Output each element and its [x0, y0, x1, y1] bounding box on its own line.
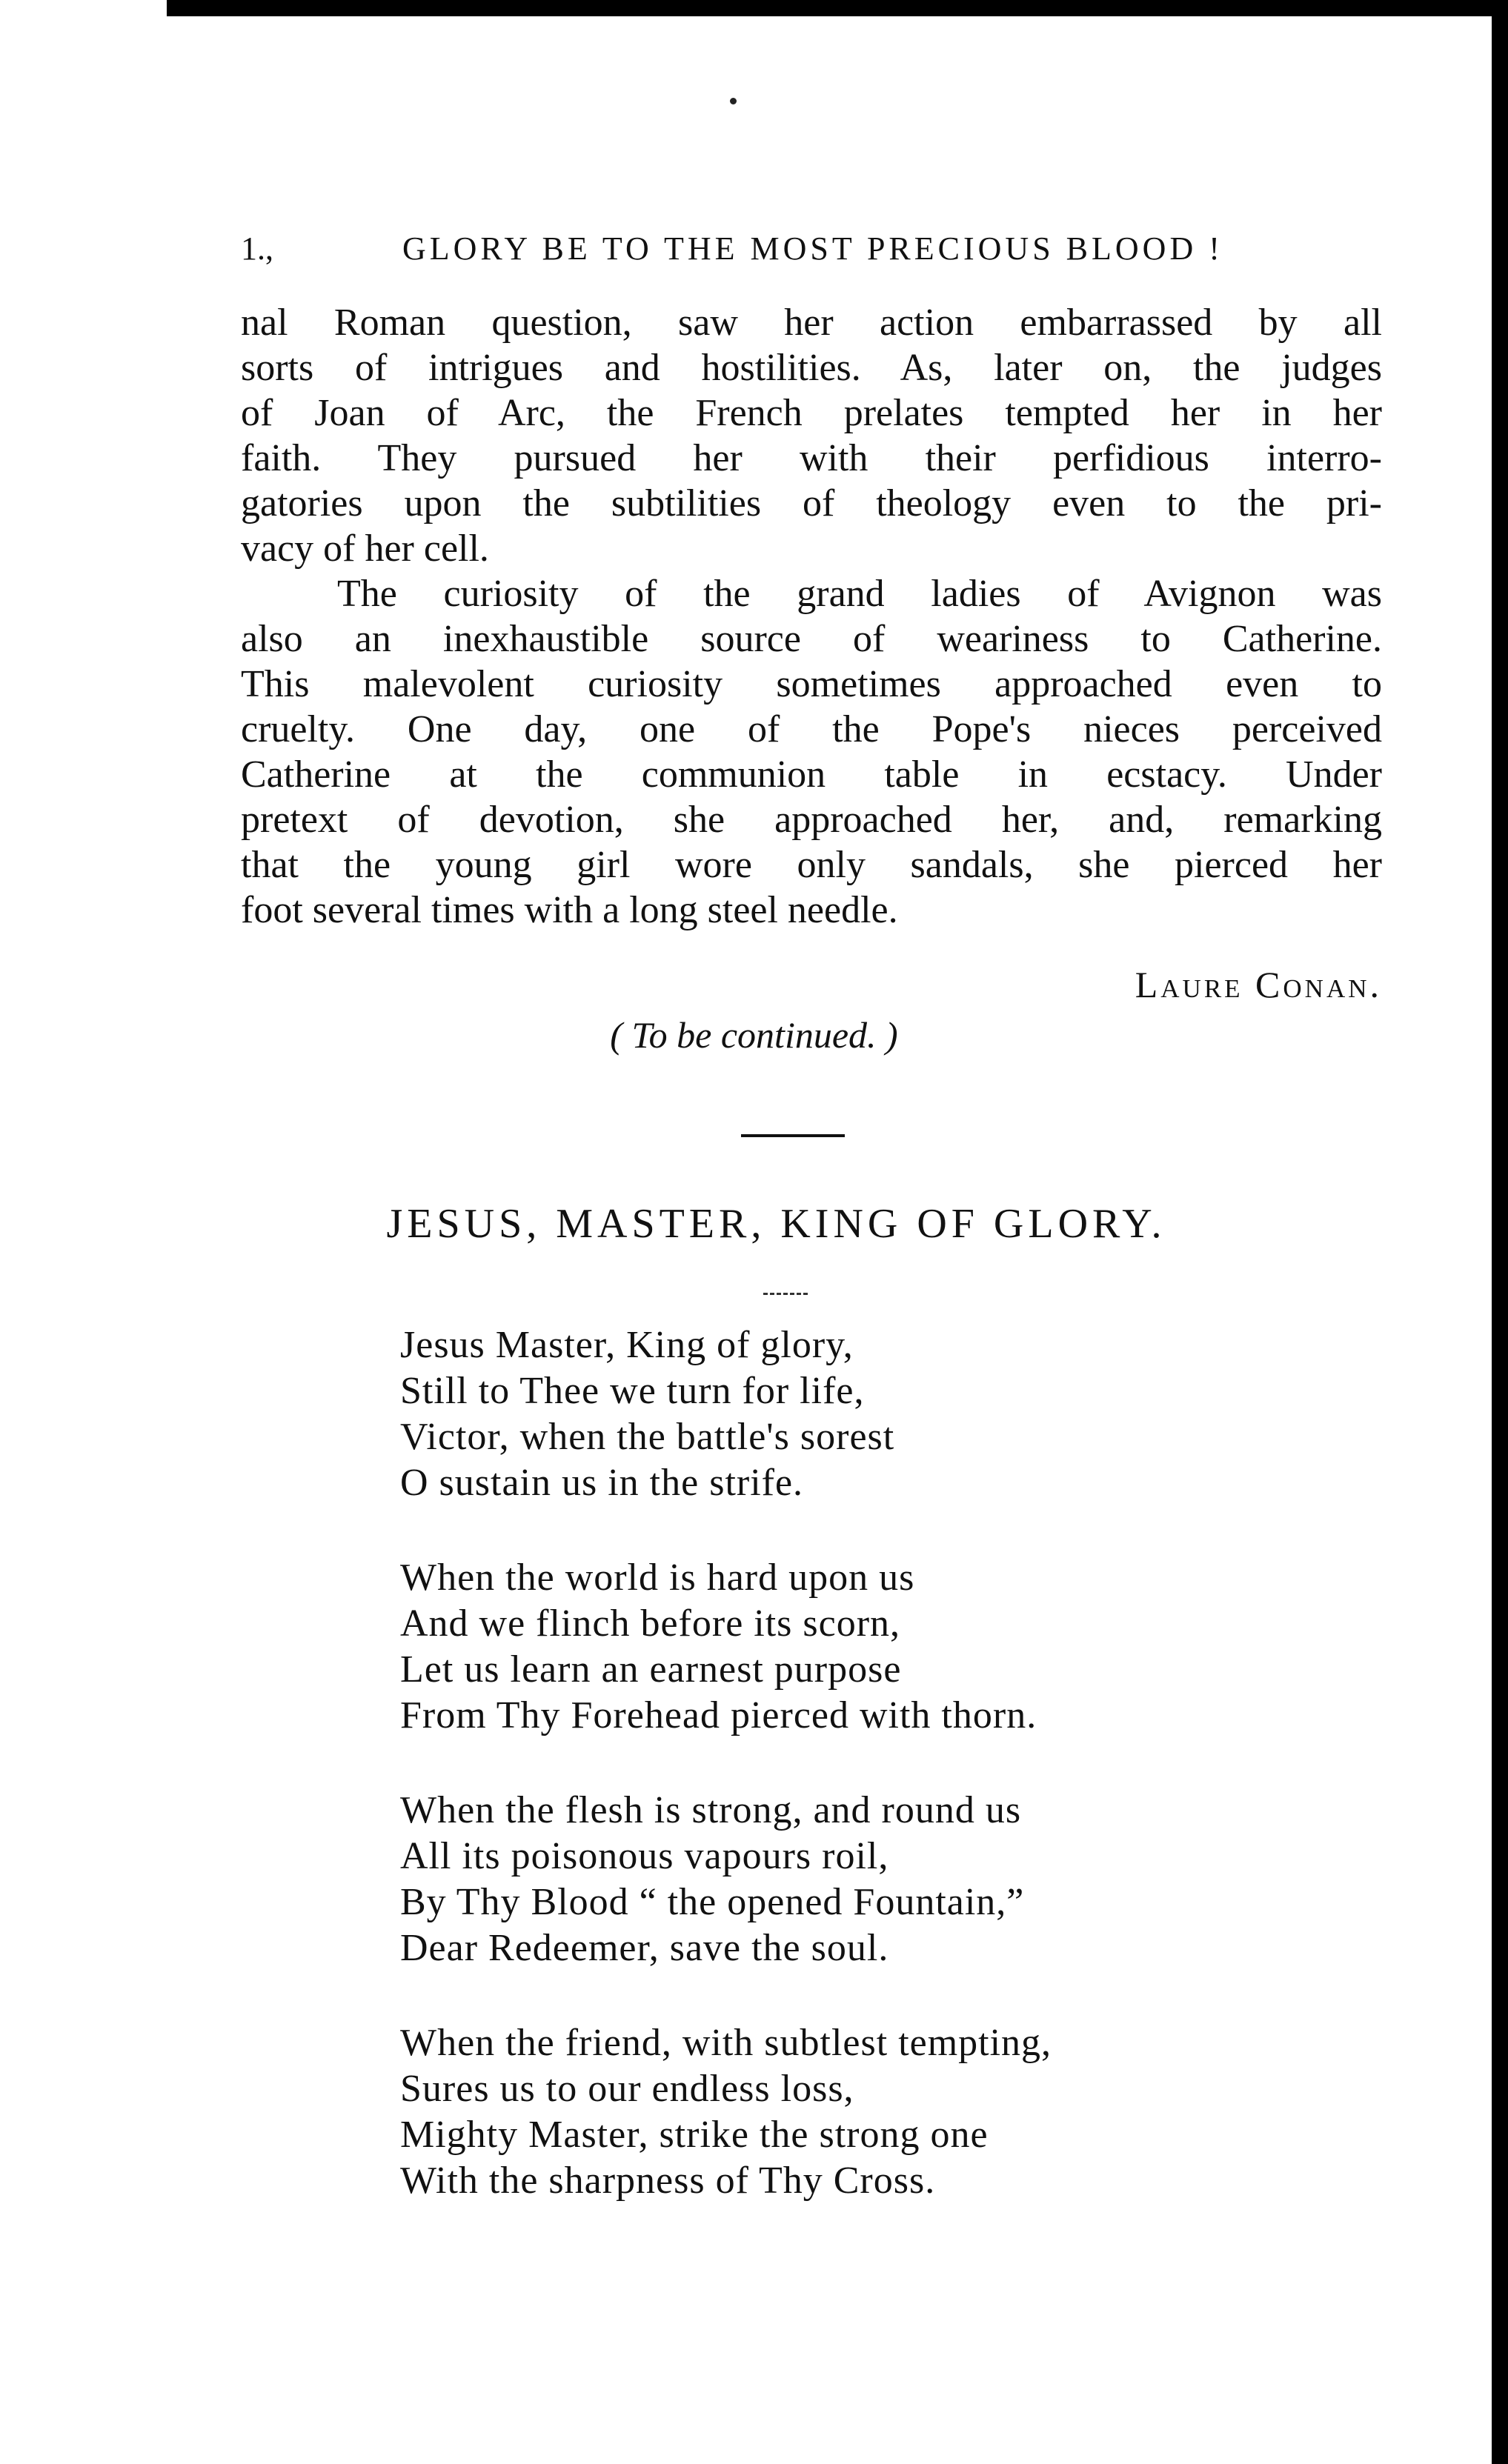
article-line: that the young girl wore only sandals, she pierced her: [241, 844, 1382, 886]
article-line: gatories upon the subtilities of theology even to the pri-: [241, 482, 1382, 525]
article-line: This malevolent curiosity sometimes approached even to: [241, 663, 1382, 705]
verse-line: All its poisonous vapours roil,: [400, 1835, 889, 1877]
verse-line: Mighty Master, strike the strong one: [400, 2114, 989, 2156]
continued-note: ( To be continued. ): [610, 1014, 898, 1056]
verse-line: When the flesh is strong, and round us: [400, 1789, 1022, 1831]
article-line: Catherine at the communion table in ecstacy. Under: [241, 753, 1382, 796]
article-line: vacy of her cell.: [241, 527, 489, 570]
article-line: also an inexhaustible source of weariness to Catherine.: [241, 618, 1382, 660]
article-line: faith. They pursued her with their perfidious interro-: [241, 437, 1382, 479]
article-line: pretext of devotion, she approached her, and, remarking: [241, 799, 1382, 841]
running-head-title: GLORY BE TO THE MOST PRECIOUS BLOOD !: [402, 230, 1223, 267]
title-ornament: [763, 1293, 808, 1297]
verse-line: Dear Redeemer, save the soul.: [400, 1927, 889, 1969]
stanza: [400, 1555, 1289, 1739]
article-line: nal Roman question, saw her action embarrassed by all: [241, 302, 1382, 344]
verse-line: From Thy Forehead pierced with thorn.: [400, 1694, 1037, 1737]
scan-border-top: [167, 0, 1508, 16]
verse-line: Sures us to our endless loss,: [400, 2068, 854, 2110]
article-line: of Joan of Arc, the French prelates tempted her in her: [241, 392, 1382, 434]
article-line: foot several times with a long steel needle.: [241, 889, 898, 931]
verse-line: When the world is hard upon us: [400, 1556, 915, 1599]
verse-line: By Thy Blood “ the opened Fountain,”: [400, 1881, 1025, 1923]
article-line: cruelty. One day, one of the Pope's nieces perceived: [241, 708, 1382, 750]
article-line: The curiosity of the grand ladies of Avignon was: [337, 573, 1382, 615]
section-divider: [741, 1134, 845, 1137]
author-signature: Laure Conan.: [1135, 964, 1382, 1005]
article-text: [241, 300, 1382, 933]
article-line: sorts of intrigues and hostilities. As, later on, the judges: [241, 347, 1382, 389]
verse-line: O sustain us in the strife.: [400, 1462, 804, 1504]
verse-line: And we flinch before its scorn,: [400, 1602, 901, 1645]
page-number: 1.,: [241, 230, 273, 267]
verse-line: When the friend, with subtlest tempting,: [400, 2022, 1052, 2064]
stanza: [400, 2020, 1289, 2204]
verse-line: Victor, when the battle's sorest: [400, 1416, 895, 1458]
verse-line: Let us learn an earnest purpose: [400, 1648, 902, 1691]
running-head: [241, 230, 1245, 274]
verse-line: Still to Thee we turn for life,: [400, 1370, 865, 1412]
stanza: [400, 1322, 1289, 1506]
stanza: [400, 1788, 1289, 1971]
verse-line: With the sharpness of Thy Cross.: [400, 2160, 936, 2202]
verse-line: Jesus Master, King of glory,: [400, 1324, 854, 1366]
ink-speck: [730, 98, 737, 104]
poem-title: JESUS, MASTER, KING OF GLORY.: [386, 1201, 1166, 1247]
poem-body: [400, 1322, 1289, 2253]
